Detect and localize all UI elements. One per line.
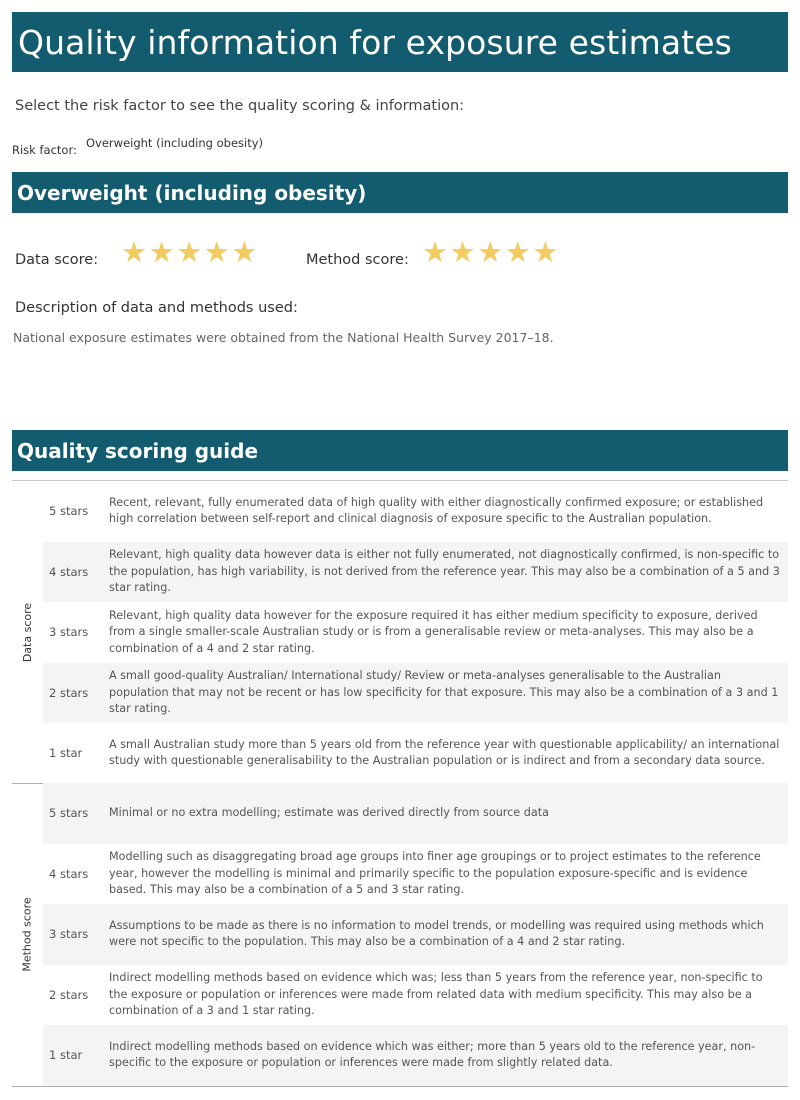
guide-row <box>43 1025 788 1086</box>
guide-row <box>43 844 788 905</box>
row-rating: 4 stars <box>49 564 89 579</box>
star-icon: ★ <box>477 235 504 269</box>
row-rating: 1 star <box>49 746 83 761</box>
row-description: Relevant, high quality data however data is either not fully enumerated, not diagnostically confirmed, is non-specific to the population, has high variability, is not derived from the reference year. This may also be a combination of a 5 and 3 star rating. <box>109 548 780 594</box>
guide-row <box>43 663 788 724</box>
risk-factor-label: Risk factor: <box>12 143 77 157</box>
star-icon: ★ <box>449 235 476 269</box>
method-score-guide <box>12 783 788 1087</box>
star-icon: ★ <box>121 235 147 269</box>
row-description: A small good-quality Australian/ International study/ Review or meta-analyses generalisable to the Australian population that may not be recent or has low specificity for that exposure. This may also be a combination of a 3 and 1 star rating. <box>109 669 779 715</box>
selector-instruction: Select the risk factor to see the quality scoring & information: <box>15 98 465 114</box>
row-description: Assumptions to be made as there is no information to model trends, or modelling was required using methods which were not specific to the population. This may also be a combination of a 4 and 2 star rating. <box>109 918 764 949</box>
row-description: Indirect modelling methods based on evidence which was either; more than 5 years old to the reference year, non-specific to the exposure or population or inferences were made from slightly related data. <box>109 1039 756 1070</box>
description-text: National exposure estimates were obtained from the National Health Survey 2017–18. <box>13 330 554 345</box>
row-rating: 3 stars <box>49 625 89 640</box>
guide-title: Quality scoring guide <box>12 430 788 471</box>
data-score-stars <box>121 235 258 269</box>
star-icon: ★ <box>422 235 448 269</box>
method-score-stars <box>422 235 559 269</box>
row-description: Minimal or no extra modelling; estimate was derived directly from source data <box>109 806 549 819</box>
row-description: Relevant, high quality data however for the exposure required it has either medium specificity to exposure, derived from a single smaller-scale Australian study or is from a generalisable review or meta-analyses. This may also be a combination of a 4 and 2 star rating. <box>109 608 758 655</box>
row-rating: 5 stars <box>49 806 89 821</box>
star-icon: ★ <box>203 235 230 269</box>
guide-row <box>43 783 788 844</box>
data-score-guide <box>12 480 788 784</box>
row-rating: 2 stars <box>49 685 89 700</box>
risk-factor-dropdown[interactable]: Overweight (including obesity) <box>86 136 264 150</box>
method-score-label: Method score: <box>306 252 409 268</box>
row-rating: 3 stars <box>49 927 89 942</box>
guide-row <box>43 602 788 663</box>
guide-row <box>43 542 788 603</box>
guide-row <box>43 965 788 1026</box>
star-icon: ★ <box>148 235 175 269</box>
risk-factor-title: Overweight (including obesity) <box>12 172 788 213</box>
row-description: Indirect modelling methods based on evidence which was; less than 5 years from the reference year, non-specific to the exposure or population or inferences were made from related data with medium specificity. This may also be a combination of a 3 and 1 star rating. <box>109 971 763 1017</box>
row-description: Modelling such as disaggregating broad age groups into finer age groupings or to project estimates to the reference year, however the modelling is minimal and primarily specific to the population exposure-specific and is evidence based. This may also be a combination of a 5 and 3 star rating. <box>109 850 761 896</box>
method-score-side-label: Method score <box>21 897 34 972</box>
guide-row <box>43 723 788 784</box>
row-rating: 4 stars <box>49 866 89 881</box>
data-score-side-label: Data score <box>21 602 35 662</box>
row-description: Recent, relevant, fully enumerated data of high quality with either diagnostically confirmed exposure; or established high correlation between self-report and clinical diagnosis of exposure specific to the Australian population. <box>109 495 764 526</box>
guide-row <box>43 904 788 965</box>
description-label: Description of data and methods used: <box>15 300 298 316</box>
guide-row <box>43 481 788 542</box>
row-rating: 1 star <box>49 1048 83 1063</box>
star-icon: ★ <box>504 235 531 269</box>
row-description: A small Australian study more than 5 years old from the reference year with questionable applicability/ an international study with questionable generalisability to the Australian population or is indirect and from a secondary data source. <box>109 737 780 768</box>
page-title: Quality information for exposure estimates <box>12 12 788 72</box>
star-icon: ★ <box>532 235 559 269</box>
star-icon: ★ <box>231 235 258 269</box>
row-rating: 2 stars <box>49 987 89 1002</box>
data-score-label: Data score: <box>15 252 99 268</box>
star-icon: ★ <box>176 235 203 269</box>
row-rating: 5 stars <box>49 504 89 519</box>
